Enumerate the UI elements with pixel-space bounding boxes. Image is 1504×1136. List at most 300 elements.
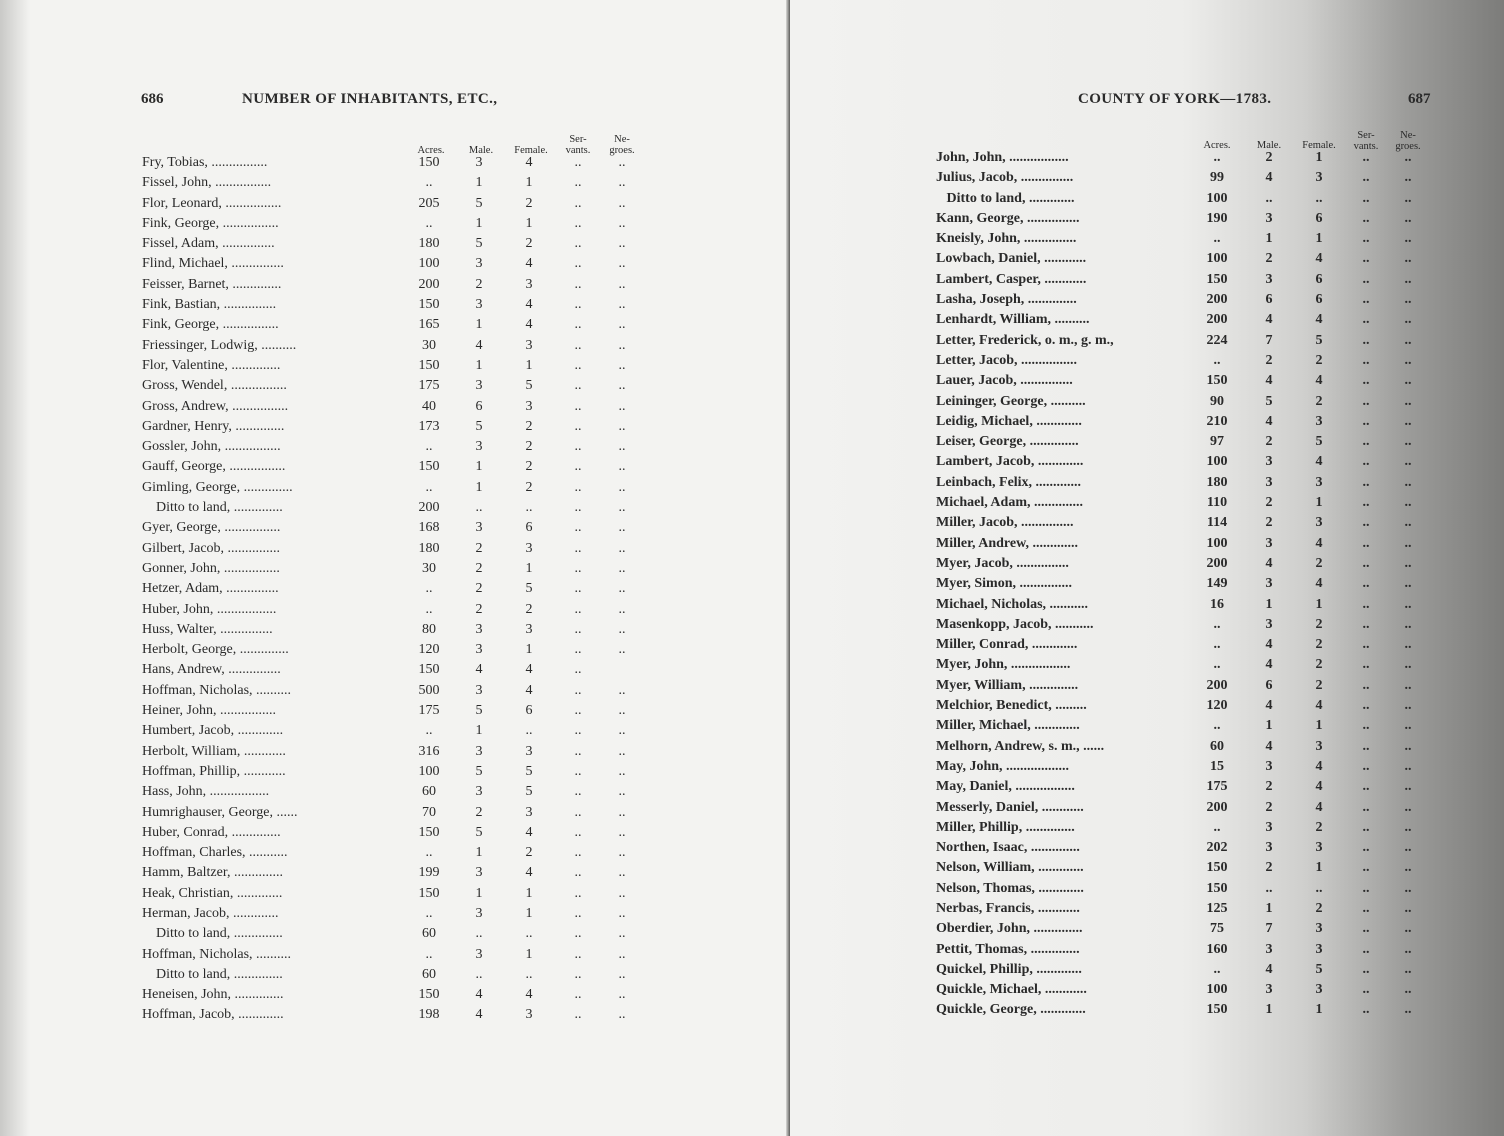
negroes-cell: .. (1404, 921, 1412, 937)
servants-cell: .. (574, 662, 582, 678)
resident-name: Quickle, George, ............. (936, 1002, 1086, 1018)
negroes-cell: .. (618, 439, 626, 455)
resident-name: Melhorn, Andrew, s. m., ...... (936, 738, 1105, 754)
female-cell: 4 (525, 256, 533, 272)
table-row (142, 825, 652, 845)
table-row (142, 500, 652, 520)
col-male-header: Male. (468, 145, 494, 156)
acres-cell: .. (1213, 961, 1221, 977)
female-cell: .. (525, 500, 533, 516)
table-row (936, 982, 1436, 1002)
servants-cell: .. (574, 987, 582, 1003)
male-cell: 3 (1265, 840, 1273, 856)
male-cell: 3 (475, 256, 483, 272)
acres-cell: 200 (1206, 555, 1228, 571)
table-row (142, 561, 652, 581)
acres-cell: .. (425, 905, 433, 921)
acres-cell: 60 (422, 784, 436, 800)
resident-name: Gilbert, Jacob, ............... (142, 540, 281, 556)
negroes-cell: .. (618, 966, 626, 982)
acres-cell: 100 (418, 256, 440, 272)
resident-name: Hetzer, Adam, ............... (142, 581, 279, 597)
acres-cell: 110 (1206, 495, 1228, 511)
female-cell: 5 (525, 784, 533, 800)
acres-cell: 100 (1206, 454, 1228, 470)
servants-cell: .. (574, 804, 582, 820)
negroes-cell: .. (618, 540, 626, 556)
acres-cell: .. (1213, 657, 1221, 673)
resident-name: Leinbach, Felix, ............. (936, 474, 1082, 490)
negroes-cell: .. (618, 276, 626, 292)
female-cell: 4 (1315, 535, 1323, 551)
resident-name: Hans, Andrew, ............... (142, 662, 281, 678)
col-servants-header: Ser- vants. (565, 134, 591, 156)
negroes-cell: .. (1404, 840, 1412, 856)
negroes-cell: .. (618, 987, 626, 1003)
negroes-cell: .. (1404, 495, 1412, 511)
male-cell: 4 (1265, 657, 1273, 673)
female-cell: 3 (1315, 515, 1323, 531)
resident-name: Heak, Christian, ............. (142, 885, 283, 901)
female-cell: 3 (1315, 738, 1323, 754)
negroes-cell: .. (1404, 900, 1412, 916)
servants-cell: .. (574, 1007, 582, 1023)
servants-cell: .. (574, 682, 582, 698)
table-row (142, 784, 652, 804)
negroes-cell: .. (1404, 738, 1412, 754)
resident-name: Fink, George, ................ (142, 215, 279, 231)
female-cell: 4 (525, 987, 533, 1003)
acres-cell: 150 (418, 662, 440, 678)
servants-cell: .. (574, 763, 582, 779)
resident-name: Miller, Michael, ............. (936, 718, 1080, 734)
male-cell: 5 (475, 418, 483, 434)
resident-name: Gossler, John, ................ (142, 439, 281, 455)
table-row (936, 353, 1436, 373)
negroes-cell: .. (618, 378, 626, 394)
negroes-cell: .. (618, 682, 626, 698)
table-row (142, 175, 652, 195)
acres-cell: 15 (1210, 758, 1224, 774)
table-row (936, 718, 1436, 738)
female-cell: 3 (525, 398, 533, 414)
servants-cell: .. (574, 378, 582, 394)
negroes-cell: .. (1404, 190, 1412, 206)
running-title: NUMBER OF INHABITANTS, ETC., (242, 91, 498, 107)
col-acres-header: Acres. (417, 145, 445, 156)
acres-cell: 97 (1210, 434, 1224, 450)
running-title: COUNTY OF YORK—1783. (1078, 91, 1272, 107)
female-cell: 6 (1315, 292, 1323, 308)
col-servants-header: Ser- vants. (1353, 130, 1379, 152)
negroes-cell: .. (1404, 616, 1412, 632)
resident-name: Gardner, Henry, .............. (142, 418, 285, 434)
female-cell: 2 (525, 601, 533, 617)
male-cell: 4 (1265, 555, 1273, 571)
negroes-cell: .. (618, 500, 626, 516)
resident-name: Gross, Wendel, ................ (142, 378, 287, 394)
table-row (936, 597, 1436, 617)
table-row (142, 459, 652, 479)
female-cell: 5 (1315, 332, 1323, 348)
table-row (142, 805, 652, 825)
male-cell: 1 (1265, 596, 1273, 612)
servants-cell: .. (1362, 251, 1370, 267)
servants-cell: .. (1362, 880, 1370, 896)
resident-name: Myer, Jacob, ............... (936, 555, 1069, 571)
servants-cell: .. (1362, 271, 1370, 287)
male-cell: 1 (475, 479, 483, 495)
male-cell: 3 (1265, 210, 1273, 226)
servants-cell: .. (574, 500, 582, 516)
table-row (936, 617, 1436, 637)
negroes-cell: .. (1404, 332, 1412, 348)
male-cell: 3 (1265, 271, 1273, 287)
negroes-cell: .. (1404, 434, 1412, 450)
table-row (142, 987, 652, 1007)
resident-name: Nerbas, Francis, ............ (936, 900, 1080, 916)
acres-cell: .. (425, 581, 433, 597)
resident-name: Lambert, Casper, ............ (936, 271, 1087, 287)
table-row (142, 358, 652, 378)
male-cell: 1 (1265, 718, 1273, 734)
table-row (936, 637, 1436, 657)
table-row (936, 515, 1436, 535)
acres-cell: 100 (418, 763, 440, 779)
negroes-cell: .. (1404, 880, 1412, 896)
table-row (936, 759, 1436, 779)
servants-cell: .. (574, 845, 582, 861)
resident-name: Masenkopp, Jacob, ........... (936, 616, 1094, 632)
male-cell: 2 (475, 581, 483, 597)
servants-cell: .. (574, 256, 582, 272)
resident-name: Northen, Isaac, .............. (936, 840, 1080, 856)
resident-name: Myer, Simon, ............... (936, 576, 1072, 592)
servants-cell: .. (574, 317, 582, 333)
acres-cell: 210 (1206, 413, 1228, 429)
negroes-cell: .. (618, 703, 626, 719)
servants-cell: .. (574, 439, 582, 455)
negroes-cell: .. (1404, 150, 1412, 165)
male-cell: 2 (1265, 860, 1273, 876)
acres-cell: 150 (418, 297, 440, 313)
resident-name: Messerly, Daniel, ............ (936, 799, 1084, 815)
col-acres-header: Acres. (1203, 140, 1231, 151)
acres-cell: .. (1213, 637, 1221, 653)
male-cell: 3 (475, 297, 483, 313)
resident-name: Herbolt, George, .............. (142, 642, 289, 658)
page-number: 686 (141, 91, 164, 107)
resident-name: Flind, Michael, ............... (142, 256, 284, 272)
male-cell: 4 (475, 662, 483, 678)
acres-cell: 198 (418, 1007, 440, 1023)
negroes-cell: .. (1404, 373, 1412, 389)
male-cell: .. (1265, 190, 1273, 206)
female-cell: 2 (1315, 393, 1323, 409)
female-cell: 4 (1315, 799, 1323, 815)
negroes-cell: .. (618, 215, 626, 231)
table-row (936, 820, 1436, 840)
acres-cell: 168 (418, 520, 440, 536)
male-cell: 1 (475, 215, 483, 231)
table-row (936, 394, 1436, 414)
servants-cell: .. (1362, 819, 1370, 835)
servants-cell: .. (1362, 312, 1370, 328)
female-cell: 3 (1315, 921, 1323, 937)
acres-cell: 173 (418, 418, 440, 434)
female-cell: .. (525, 926, 533, 942)
servants-cell: .. (1362, 535, 1370, 551)
female-cell: 1 (525, 357, 533, 373)
servants-cell: .. (1362, 292, 1370, 308)
resident-name: Lasha, Joseph, .............. (936, 292, 1077, 308)
resident-name: Miller, Phillip, .............. (936, 819, 1075, 835)
table-row (936, 921, 1436, 941)
acres-cell: 500 (418, 682, 440, 698)
negroes-cell: .. (1404, 657, 1412, 673)
negroes-cell: .. (618, 418, 626, 434)
female-cell: 3 (1315, 474, 1323, 490)
female-cell: 1 (1315, 860, 1323, 876)
negroes-cell: .. (618, 357, 626, 373)
table-row (936, 556, 1436, 576)
female-cell: 1 (1315, 231, 1323, 247)
male-cell: 3 (1265, 758, 1273, 774)
resident-name: Friessinger, Lodwig, .......... (142, 337, 297, 353)
female-cell: 3 (525, 276, 533, 292)
acres-cell: 180 (1206, 474, 1228, 490)
acres-cell: 60 (422, 966, 436, 982)
acres-cell: 180 (418, 236, 440, 252)
table-row (142, 236, 652, 256)
table-row (936, 860, 1436, 880)
resident-name: Hamm, Baltzer, .............. (142, 865, 283, 881)
female-cell: 1 (525, 215, 533, 231)
resident-name: Letter, Frederick, o. m., g. m., (936, 332, 1114, 348)
acres-cell: 199 (418, 865, 440, 881)
servants-cell: .. (1362, 616, 1370, 632)
female-cell: 3 (1315, 170, 1323, 186)
acres-cell: 80 (422, 621, 436, 637)
female-cell: 3 (1315, 941, 1323, 957)
resident-name: Ditto to land, .............. (142, 926, 283, 942)
male-cell: 4 (1265, 413, 1273, 429)
servants-cell: .. (1362, 961, 1370, 977)
female-cell: 1 (1315, 596, 1323, 612)
female-cell: 2 (525, 195, 533, 211)
female-cell: 2 (525, 439, 533, 455)
resident-name: Fissel, John, ................ (142, 175, 272, 191)
acres-cell: .. (1213, 352, 1221, 368)
male-cell: 4 (1265, 373, 1273, 389)
acres-cell: 90 (1210, 393, 1224, 409)
servants-cell: .. (574, 540, 582, 556)
servants-cell: .. (1362, 779, 1370, 795)
male-cell: 3 (475, 439, 483, 455)
table-row (936, 333, 1436, 353)
resident-name: Gyer, George, ................ (142, 520, 281, 536)
negroes-cell: .. (618, 195, 626, 211)
table-row (142, 845, 652, 865)
table-row (142, 338, 652, 358)
female-cell: 5 (525, 763, 533, 779)
table-row (936, 495, 1436, 515)
male-cell: 1 (1265, 231, 1273, 247)
resident-name: Humrighauser, George, ...... (142, 804, 298, 820)
negroes-cell: .. (618, 804, 626, 820)
male-cell: 4 (1265, 698, 1273, 714)
resident-name: Nelson, Thomas, ............. (936, 880, 1084, 896)
acres-cell: 150 (418, 885, 440, 901)
acres-cell: 160 (1206, 941, 1228, 957)
table-row (142, 541, 652, 561)
acres-cell: .. (425, 215, 433, 231)
female-cell: 4 (525, 155, 533, 170)
servants-cell: .. (574, 215, 582, 231)
resident-name: Michael, Adam, .............. (936, 495, 1083, 511)
table-row (142, 216, 652, 236)
female-cell: 2 (525, 459, 533, 475)
female-cell: 2 (1315, 900, 1323, 916)
female-cell: 3 (525, 743, 533, 759)
male-cell: 4 (475, 1007, 483, 1023)
servants-cell: .. (574, 723, 582, 739)
resident-name: Ditto to land, .............. (142, 500, 283, 516)
negroes-cell: .. (1404, 779, 1412, 795)
resident-name: Miller, Conrad, ............. (936, 637, 1078, 653)
col-male-header: Male. (1256, 140, 1282, 151)
resident-name: Nelson, William, ............. (936, 860, 1084, 876)
female-cell: 1 (525, 905, 533, 921)
negroes-cell: .. (618, 621, 626, 637)
male-cell: 3 (475, 784, 483, 800)
acres-cell: 175 (1206, 779, 1228, 795)
male-cell: 5 (1265, 393, 1273, 409)
male-cell: 3 (475, 905, 483, 921)
table-row (936, 292, 1436, 312)
servants-cell: .. (574, 398, 582, 414)
table-row (142, 947, 652, 967)
resident-name: Fink, Bastian, ............... (142, 297, 277, 313)
table-row (936, 150, 1436, 170)
female-cell: 1 (525, 946, 533, 962)
negroes-cell: .. (1404, 454, 1412, 470)
negroes-cell: .. (618, 297, 626, 313)
resident-name: May, Daniel, ................. (936, 779, 1075, 795)
servants-cell: .. (1362, 738, 1370, 754)
male-cell: 3 (475, 378, 483, 394)
male-cell: 1 (475, 357, 483, 373)
negroes-cell: .. (618, 763, 626, 779)
acres-cell: .. (1213, 231, 1221, 247)
resident-name: Hoffman, Nicholas, .......... (142, 682, 292, 698)
male-cell: 3 (475, 520, 483, 536)
female-cell: 4 (525, 865, 533, 881)
table-row (142, 662, 652, 682)
female-cell: 1 (1315, 150, 1323, 165)
servants-cell: .. (1362, 190, 1370, 206)
resident-name: Melchior, Benedict, ......... (936, 698, 1087, 714)
servants-cell: .. (574, 621, 582, 637)
servants-cell: .. (1362, 840, 1370, 856)
acres-cell: 150 (418, 155, 440, 170)
male-cell: 5 (475, 195, 483, 211)
female-cell: 3 (1315, 840, 1323, 856)
male-cell: 7 (1265, 332, 1273, 348)
table-row (936, 1002, 1436, 1022)
acres-cell: 150 (418, 987, 440, 1003)
table-row (142, 419, 652, 439)
male-cell: 1 (475, 459, 483, 475)
female-cell: 6 (1315, 271, 1323, 287)
female-cell: 2 (1315, 637, 1323, 653)
servants-cell: .. (574, 236, 582, 252)
acres-cell: 114 (1206, 515, 1228, 531)
male-cell: 4 (475, 987, 483, 1003)
servants-cell: .. (574, 905, 582, 921)
servants-cell: .. (574, 155, 582, 170)
female-cell: 2 (1315, 616, 1323, 632)
resident-name: Quickel, Phillip, ............. (936, 961, 1082, 977)
female-cell: 1 (1315, 1002, 1323, 1018)
servants-cell: .. (1362, 637, 1370, 653)
table-row (142, 602, 652, 622)
resident-name: Gross, Andrew, ................ (142, 398, 289, 414)
table-row (142, 581, 652, 601)
acres-cell: 180 (418, 540, 440, 556)
female-cell: 3 (525, 540, 533, 556)
female-cell: 2 (1315, 657, 1323, 673)
servants-cell: .. (1362, 900, 1370, 916)
table-row (142, 744, 652, 764)
male-cell: 3 (475, 642, 483, 658)
male-cell: .. (475, 926, 483, 942)
servants-cell: .. (574, 966, 582, 982)
table-row (142, 155, 652, 175)
table-row (142, 297, 652, 317)
table-row (142, 399, 652, 419)
resident-name: Flor, Valentine, .............. (142, 357, 281, 373)
acres-cell: 190 (1206, 210, 1228, 226)
female-cell: 5 (525, 378, 533, 394)
female-cell: 6 (525, 703, 533, 719)
male-cell: 3 (475, 155, 483, 170)
servants-cell: .. (1362, 495, 1370, 511)
negroes-cell: .. (1404, 758, 1412, 774)
acres-cell: 150 (1206, 880, 1228, 896)
male-cell: 3 (475, 865, 483, 881)
male-cell: 3 (1265, 819, 1273, 835)
resident-name: Gauff, George, ................ (142, 459, 286, 475)
female-cell: .. (1315, 190, 1323, 206)
female-cell: 2 (1315, 352, 1323, 368)
male-cell: 3 (475, 946, 483, 962)
resident-name: Letter, Jacob, ................ (936, 352, 1078, 368)
negroes-cell: .. (1404, 698, 1412, 714)
acres-cell: 316 (418, 743, 440, 759)
male-cell: .. (475, 500, 483, 516)
resident-name: Pettit, Thomas, .............. (936, 941, 1080, 957)
resident-name: Huber, Conrad, .............. (142, 824, 281, 840)
resident-name: Heneisen, John, .............. (142, 987, 284, 1003)
resident-name: Leiser, George, .............. (936, 434, 1079, 450)
acres-cell: 120 (418, 642, 440, 658)
resident-name: Fry, Tobias, ................ (142, 155, 268, 170)
servants-cell: .. (1362, 474, 1370, 490)
table-row (142, 277, 652, 297)
servants-cell: .. (1362, 210, 1370, 226)
table-row (936, 251, 1436, 271)
